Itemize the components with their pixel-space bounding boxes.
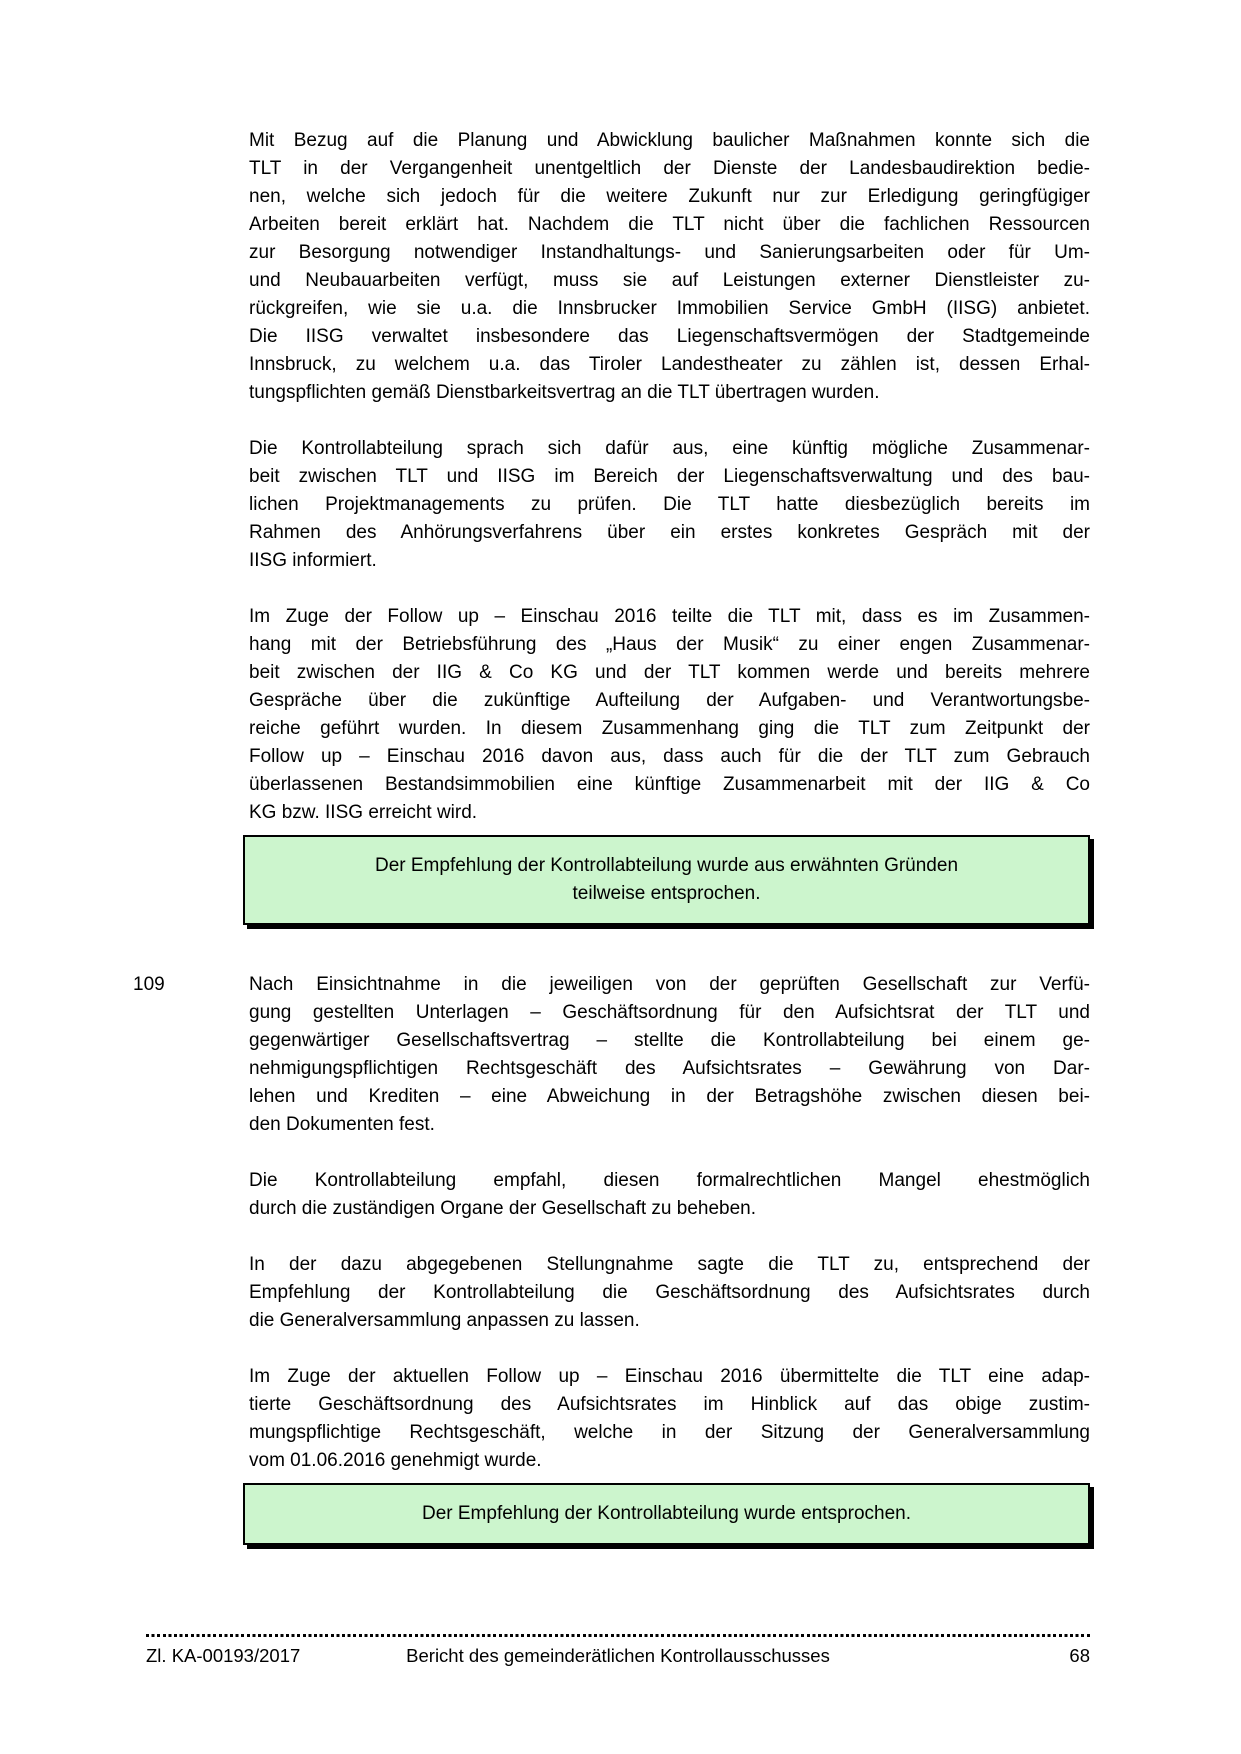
text-line: Mit Bezug auf die Planung und Abwicklung baulicher Maßnahmen konnte sich die: [249, 130, 1090, 151]
text-line: Innsbruck, zu welchem u.a. das Tiroler Landestheater zu zählen ist, dessen Erhal-: [249, 354, 1090, 375]
document-body: [133, 127, 1090, 1545]
footer-reference: Zl. KA-00193/2017: [146, 1645, 301, 1666]
text-line: rückgreifen, wie sie u.a. die Innsbrucker Immobilien Service GmbH (IISG) anbietet.: [249, 298, 1090, 319]
paragraph: [249, 1251, 1090, 1335]
recommendation-box: [243, 1483, 1090, 1545]
text-line: lehen und Krediten – eine Abweichung in der Betragshöhe zwischen diesen bei-: [249, 1086, 1090, 1107]
recommendation-text-line: teilweise entsprochen.: [572, 883, 761, 904]
footer-title: Bericht des gemeinderätlichen Kontrollausschusses: [406, 1645, 830, 1666]
text-line: nehmigungspflichtigen Rechtsgeschäft des Aufsichtsrates – Gewährung von Dar-: [249, 1058, 1090, 1079]
text-line: hang mit der Betriebsführung des „Haus der Musik“ zu einer engen Zusammenar-: [249, 634, 1090, 655]
text-line: durch die zuständigen Organe der Gesellschaft zu beheben.: [249, 1198, 756, 1219]
text-line: Rahmen des Anhörungsverfahrens über ein erstes konkretes Gespräch mit der: [249, 522, 1090, 543]
text-line: lichen Projektmanagements zu prüfen. Die TLT hatte diesbezüglich bereits im: [249, 494, 1090, 515]
text-line: Die IISG verwaltet insbesondere das Liegenschaftsvermögen der Stadtgemeinde: [249, 326, 1090, 347]
text-line: beit zwischen der IIG & Co KG und der TLT kommen werde und bereits mehrere: [249, 662, 1090, 683]
text-line: tierte Geschäftsordnung des Aufsichtsrates im Hinblick auf das obige zustim-: [249, 1394, 1090, 1415]
paragraph: [249, 1363, 1090, 1475]
recommendation-box: [243, 835, 1090, 925]
footer-dotted-rule: [146, 1634, 1090, 1637]
footer-row: [146, 1645, 1090, 1667]
text-line: gegenwärtiger Gesellschaftsvertrag – stellte die Kontrollabteilung bei einem ge-: [249, 1030, 1090, 1051]
text-line: KG bzw. IISG erreicht wird.: [249, 802, 478, 823]
text-line: TLT in der Vergangenheit unentgeltlich der Dienste der Landesbaudirektion bedie-: [249, 158, 1090, 179]
text-line: tungspflichten gemäß Dienstbarkeitsvertrag an die TLT übertragen wurden.: [249, 382, 880, 403]
margin-number: 109: [133, 974, 165, 995]
text-line: zur Besorgung notwendiger Instandhaltungs- und Sanierungsarbeiten oder für Um-: [249, 242, 1090, 263]
text-line: Im Zuge der aktuellen Follow up – Einschau 2016 übermittelte die TLT eine adap-: [249, 1366, 1090, 1387]
text-line: und Neubauarbeiten verfügt, muss sie auf Leistungen externer Dienstleister zu-: [249, 270, 1090, 291]
text-line: mungspflichtige Rechtsgeschäft, welche in der Sitzung der Generalversammlung: [249, 1422, 1090, 1443]
paragraph: [249, 435, 1090, 575]
recommendation-text-line: Der Empfehlung der Kontrollabteilung wurde aus erwähnten Gründen: [374, 855, 959, 876]
text-line: Follow up – Einschau 2016 davon aus, dass auch für die der TLT zum Gebrauch: [249, 746, 1090, 767]
text-line: nen, welche sich jedoch für die weitere Zukunft nur zur Erledigung geringfügiger: [249, 186, 1090, 207]
text-line: Arbeiten bereit erklärt hat. Nachdem die TLT nicht über die fachlichen Ressourcen: [249, 214, 1090, 235]
text-line: IISG informiert.: [249, 550, 377, 571]
text-line: In der dazu abgegebenen Stellungnahme sagte die TLT zu, entsprechend der: [249, 1254, 1090, 1275]
paragraph: [133, 971, 1090, 1139]
text-line: überlassenen Bestandsimmobilien eine künftige Zusammenarbeit mit der IIG & Co: [249, 774, 1090, 795]
footer-page-number: 68: [1069, 1645, 1090, 1666]
text-line: Die Kontrollabteilung sprach sich dafür aus, eine künftig mögliche Zusammenar-: [249, 438, 1090, 459]
paragraph: [249, 603, 1090, 827]
text-line: Empfehlung der Kontrollabteilung die Geschäftsordnung des Aufsichtsrates durch: [249, 1282, 1090, 1303]
text-line: vom 01.06.2016 genehmigt wurde.: [249, 1450, 542, 1471]
text-line: beit zwischen TLT und IISG im Bereich der Liegenschaftsverwaltung und des bau-: [249, 466, 1090, 487]
recommendation-text-line: Der Empfehlung der Kontrollabteilung wurde entsprochen.: [421, 1503, 912, 1524]
text-line: Gespräche über die zukünftige Aufteilung der Aufgaben- und Verantwortungsbe-: [249, 690, 1090, 711]
text-line: den Dokumenten fest.: [249, 1114, 435, 1135]
text-line: reiche geführt wurden. In diesem Zusammenhang ging die TLT zum Zeitpunkt der: [249, 718, 1090, 739]
text-line: Nach Einsichtnahme in die jeweiligen von der geprüften Gesellschaft zur Verfü-: [249, 974, 1090, 995]
text-line: Im Zuge der Follow up – Einschau 2016 teilte die TLT mit, dass es im Zusammen-: [249, 606, 1090, 627]
paragraph: [249, 1167, 1090, 1223]
text-line: gung gestellten Unterlagen – Geschäftsordnung für den Aufsichtsrat der TLT und: [249, 1002, 1090, 1023]
text-line: die Generalversammlung anpassen zu lassen.: [249, 1310, 640, 1331]
paragraph: [249, 127, 1090, 407]
page-footer: [146, 1634, 1090, 1667]
text-line: Die Kontrollabteilung empfahl, diesen formalrechtlichen Mangel ehestmöglich: [249, 1170, 1090, 1191]
